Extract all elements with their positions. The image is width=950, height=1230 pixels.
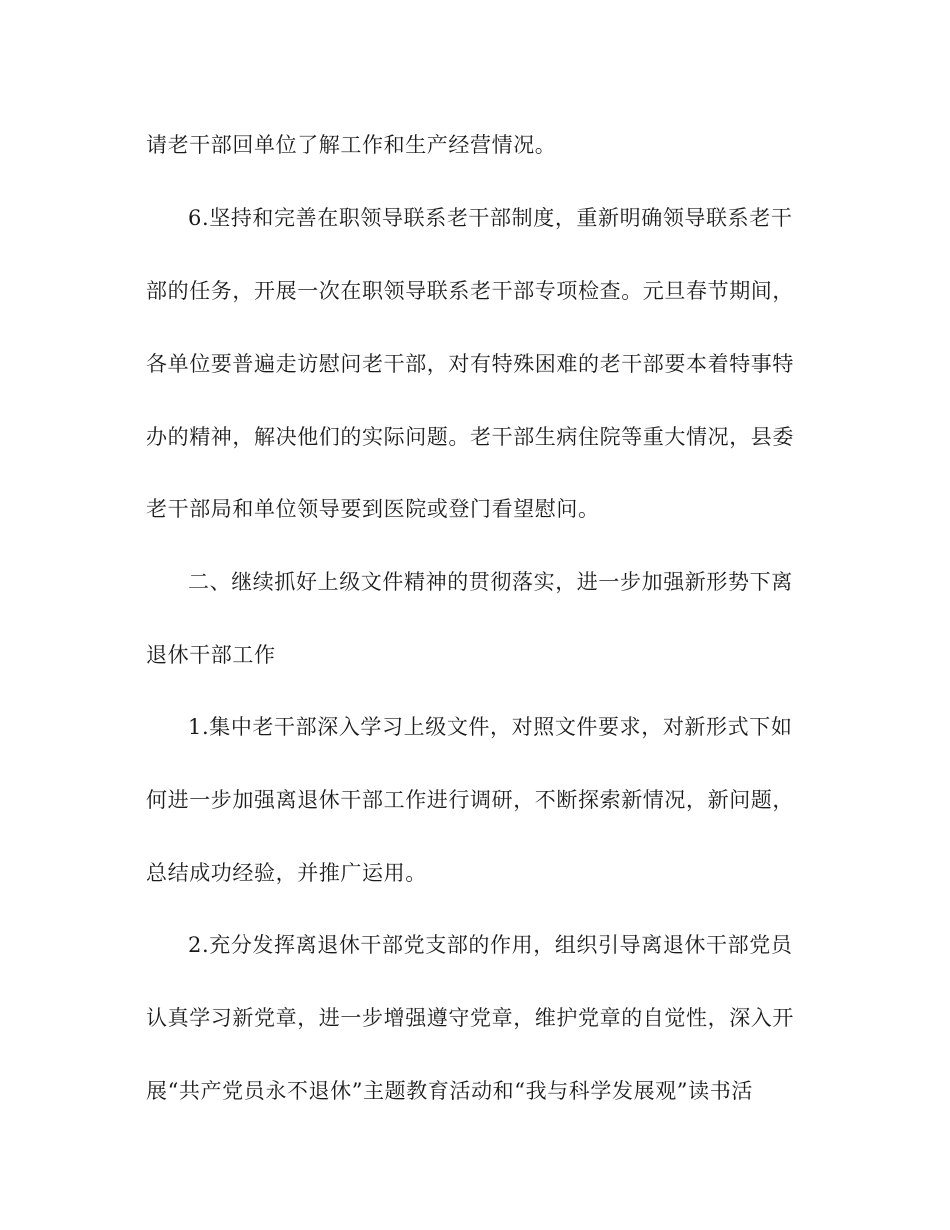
section-heading-line: 退休干部工作 (146, 643, 276, 667)
text-line: 总结成功经验，并推广运用。 (146, 861, 427, 885)
paragraph-line: 2.充分发挥离退休干部党支部的作用，组织引导离退休干部党员 (188, 933, 793, 957)
text-line: 认真学习新党章，进一步增强遵守党章，维护党章的自觉性，深入开 (146, 1006, 794, 1030)
paragraph-line: 6.坚持和完善在职领导联系老干部制度，重新明确领导联系老干 (188, 206, 793, 230)
text-line: 展“共产党员永不退休”主题教育活动和“我与科学发展观”读书活 (146, 1079, 753, 1103)
paragraph-line: 1.集中老干部深入学习上级文件，对照文件要求，对新形式下如 (188, 715, 793, 739)
section-heading-line: 二、继续抓好上级文件精神的贯彻落实，进一步加强新形势下离 (188, 570, 793, 594)
text-line: 部的任务，开展一次在职领导联系老干部专项检查。元旦春节期间， (146, 279, 794, 303)
text-line: 办的精神，解决他们的实际问题。老干部生病住院等重大情况，县委 (146, 425, 794, 449)
text-line: 各单位要普遍走访慰问老干部，对有特殊困难的老干部要本着特事特 (146, 352, 794, 376)
text-line: 老干部局和单位领导要到医院或登门看望慰问。 (146, 497, 600, 521)
text-line: 请老干部回单位了解工作和生产经营情况。 (146, 133, 557, 157)
text-line: 何进一步加强离退休干部工作进行调研，不断探索新情况，新问题， (146, 788, 794, 812)
